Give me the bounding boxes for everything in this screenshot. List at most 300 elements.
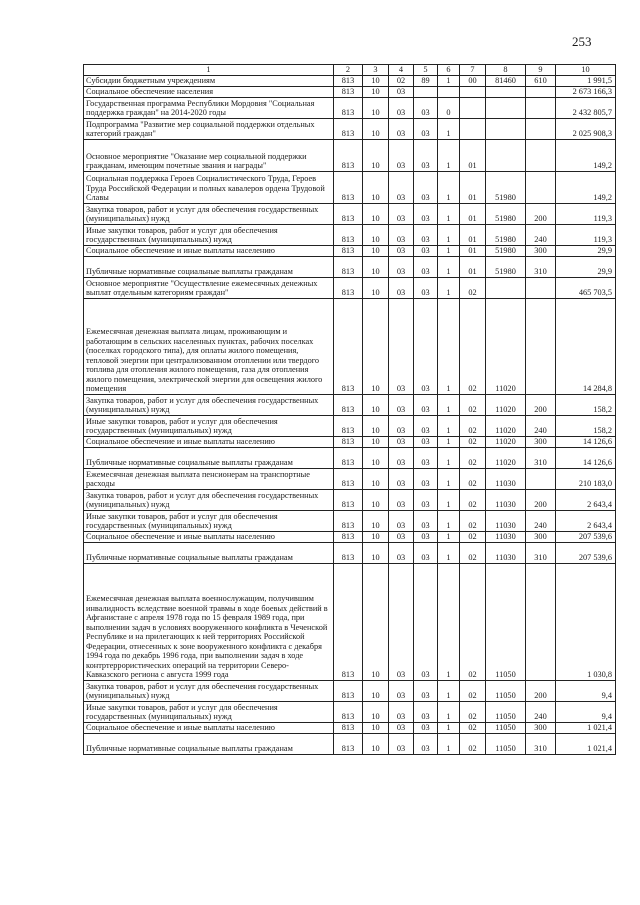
table-row [84, 543, 616, 564]
code-cell: 813 [334, 511, 363, 532]
code-cell: 03 [414, 204, 438, 225]
code-cell: 11030 [486, 543, 526, 564]
table-row [84, 119, 616, 140]
code-cell: 51980 [486, 225, 526, 246]
code-cell: 01 [460, 246, 486, 257]
table-row [84, 564, 616, 681]
code-cell: 1 [438, 511, 460, 532]
column-header: 7 [460, 65, 486, 76]
row-name-cell: Закупка товаров, работ и услуг для обеспечения государственных (муниципальных) нужд [84, 204, 334, 225]
code-cell: 10 [363, 278, 389, 299]
code-cell: 03 [389, 702, 414, 723]
code-cell: 00 [460, 76, 486, 87]
code-cell: 1 [438, 119, 460, 140]
table-row [84, 469, 616, 490]
column-header: 2 [334, 65, 363, 76]
code-cell: 813 [334, 278, 363, 299]
code-cell: 03 [389, 246, 414, 257]
code-cell: 10 [363, 225, 389, 246]
code-cell: 03 [414, 723, 438, 734]
code-cell: 813 [334, 702, 363, 723]
code-cell: 03 [414, 734, 438, 755]
code-cell [438, 87, 460, 98]
code-cell: 1 [438, 416, 460, 437]
code-cell: 01 [460, 140, 486, 172]
table-row [84, 76, 616, 87]
code-cell: 813 [334, 299, 363, 395]
code-cell: 01 [460, 257, 486, 278]
code-cell: 51980 [486, 257, 526, 278]
row-name-cell: Социальное обеспечение и иные выплаты населению [84, 723, 334, 734]
code-cell: 03 [389, 469, 414, 490]
amount-cell: 119,3 [556, 225, 616, 246]
code-cell: 10 [363, 119, 389, 140]
code-cell: 1 [438, 225, 460, 246]
code-cell: 813 [334, 76, 363, 87]
row-name-cell: Ежемесячная денежная выплата лицам, проживающим и работающим в сельских населенных пунктах, рабочих поселках (поселках городского типа), для оплаты жилого помещения, тепловой энергии при централизованном отоплении или твердого топлива для отопления жилого помещения, газа для отопления жилого помещения, электрической энергии для освещения жилого помещения [84, 299, 334, 395]
code-cell: 01 [460, 204, 486, 225]
table-header-row [84, 65, 616, 76]
amount-cell: 14 284,8 [556, 299, 616, 395]
code-cell: 01 [460, 172, 486, 204]
code-cell: 200 [526, 204, 556, 225]
amount-cell: 149,2 [556, 172, 616, 204]
code-cell: 813 [334, 172, 363, 204]
amount-cell: 1 021,4 [556, 723, 616, 734]
row-name-cell: Закупка товаров, работ и услуг для обеспечения государственных (муниципальных) нужд [84, 395, 334, 416]
code-cell: 300 [526, 437, 556, 448]
code-cell [526, 172, 556, 204]
code-cell: 10 [363, 490, 389, 511]
code-cell: 240 [526, 225, 556, 246]
amount-cell: 149,2 [556, 140, 616, 172]
row-name-cell: Иные закупки товаров, работ и услуг для обеспечения государственных (муниципальных) нужд [84, 225, 334, 246]
code-cell: 02 [460, 299, 486, 395]
code-cell: 813 [334, 448, 363, 469]
code-cell: 02 [460, 490, 486, 511]
code-cell: 1 [438, 723, 460, 734]
code-cell: 03 [414, 140, 438, 172]
table-row [84, 299, 616, 395]
code-cell: 11020 [486, 416, 526, 437]
code-cell: 02 [460, 723, 486, 734]
amount-cell: 207 539,6 [556, 532, 616, 543]
code-cell: 02 [460, 532, 486, 543]
amount-cell: 9,4 [556, 702, 616, 723]
code-cell [486, 278, 526, 299]
code-cell: 03 [414, 225, 438, 246]
code-cell [486, 98, 526, 119]
code-cell [486, 87, 526, 98]
code-cell: 10 [363, 76, 389, 87]
code-cell: 11020 [486, 395, 526, 416]
code-cell: 03 [389, 734, 414, 755]
code-cell: 10 [363, 681, 389, 702]
row-name-cell: Публичные нормативные социальные выплаты гражданам [84, 543, 334, 564]
code-cell: 02 [460, 416, 486, 437]
code-cell: 11030 [486, 469, 526, 490]
code-cell: 310 [526, 543, 556, 564]
amount-cell: 14 126,6 [556, 448, 616, 469]
amount-cell: 2 025 908,3 [556, 119, 616, 140]
code-cell [486, 140, 526, 172]
code-cell: 10 [363, 437, 389, 448]
code-cell: 03 [389, 172, 414, 204]
code-cell: 1 [438, 564, 460, 681]
code-cell: 11020 [486, 448, 526, 469]
code-cell [526, 119, 556, 140]
row-name-cell: Социальное обеспечение и иные выплаты населению [84, 437, 334, 448]
row-name-cell: Социальное обеспечение и иные выплаты населению [84, 532, 334, 543]
code-cell: 813 [334, 416, 363, 437]
code-cell: 11030 [486, 511, 526, 532]
code-cell: 813 [334, 532, 363, 543]
code-cell: 10 [363, 87, 389, 98]
code-cell: 11030 [486, 532, 526, 543]
row-name-cell: Закупка товаров, работ и услуг для обеспечения государственных (муниципальных) нужд [84, 490, 334, 511]
row-name-cell: Иные закупки товаров, работ и услуг для обеспечения государственных (муниципальных) нужд [84, 702, 334, 723]
code-cell: 200 [526, 395, 556, 416]
code-cell: 03 [414, 511, 438, 532]
code-cell: 03 [414, 416, 438, 437]
code-cell: 03 [389, 299, 414, 395]
table-row [84, 437, 616, 448]
code-cell [526, 98, 556, 119]
row-name-cell: Ежемесячная денежная выплата пенсионерам на транспортные расходы [84, 469, 334, 490]
code-cell: 1 [438, 532, 460, 543]
code-cell: 1 [438, 278, 460, 299]
code-cell: 10 [363, 723, 389, 734]
code-cell: 10 [363, 172, 389, 204]
code-cell: 03 [414, 246, 438, 257]
code-cell: 1 [438, 543, 460, 564]
column-header: 6 [438, 65, 460, 76]
code-cell: 03 [414, 469, 438, 490]
table-row [84, 87, 616, 98]
code-cell [460, 119, 486, 140]
code-cell: 02 [460, 395, 486, 416]
table-row [84, 416, 616, 437]
code-cell: 03 [414, 299, 438, 395]
code-cell: 03 [389, 437, 414, 448]
code-cell: 813 [334, 204, 363, 225]
code-cell [460, 87, 486, 98]
code-cell [486, 119, 526, 140]
code-cell: 10 [363, 702, 389, 723]
code-cell: 10 [363, 98, 389, 119]
amount-cell: 158,2 [556, 416, 616, 437]
code-cell: 10 [363, 469, 389, 490]
code-cell: 03 [414, 257, 438, 278]
code-cell: 1 [438, 490, 460, 511]
code-cell: 1 [438, 702, 460, 723]
amount-cell: 14 126,6 [556, 437, 616, 448]
table-row [84, 532, 616, 543]
row-name-cell: Основное мероприятие "Оказание мер социальной поддержки гражданам, имеющим почетные звания и награды" [84, 140, 334, 172]
code-cell: 200 [526, 490, 556, 511]
code-cell [526, 469, 556, 490]
table-row [84, 448, 616, 469]
code-cell: 813 [334, 469, 363, 490]
code-cell: 03 [414, 532, 438, 543]
amount-cell: 210 183,0 [556, 469, 616, 490]
code-cell: 03 [389, 681, 414, 702]
code-cell: 813 [334, 87, 363, 98]
code-cell: 03 [389, 257, 414, 278]
code-cell: 813 [334, 246, 363, 257]
code-cell: 1 [438, 257, 460, 278]
code-cell: 1 [438, 299, 460, 395]
code-cell: 300 [526, 723, 556, 734]
row-name-cell: Субсидии бюджетным учреждениям [84, 76, 334, 87]
column-header: 1 [84, 65, 334, 76]
code-cell: 02 [460, 469, 486, 490]
code-cell: 03 [414, 681, 438, 702]
code-cell [526, 278, 556, 299]
amount-cell: 9,4 [556, 681, 616, 702]
column-header: 10 [556, 65, 616, 76]
table-row [84, 681, 616, 702]
code-cell: 200 [526, 681, 556, 702]
table-row [84, 140, 616, 172]
code-cell: 03 [389, 511, 414, 532]
code-cell: 10 [363, 416, 389, 437]
code-cell: 813 [334, 119, 363, 140]
amount-cell: 29,9 [556, 246, 616, 257]
code-cell: 03 [414, 172, 438, 204]
row-name-cell: Социальная поддержка Героев Социалистического Труда, Героев Труда Российской Федерации и полных кавалеров ордена Трудовой Славы [84, 172, 334, 204]
amount-cell: 207 539,6 [556, 543, 616, 564]
code-cell: 02 [460, 437, 486, 448]
code-cell: 10 [363, 734, 389, 755]
code-cell: 240 [526, 511, 556, 532]
code-cell: 813 [334, 734, 363, 755]
code-cell: 03 [414, 119, 438, 140]
code-cell [414, 87, 438, 98]
code-cell: 03 [389, 119, 414, 140]
code-cell [526, 140, 556, 172]
code-cell: 10 [363, 299, 389, 395]
row-name-cell: Публичные нормативные социальные выплаты гражданам [84, 734, 334, 755]
code-cell: 10 [363, 246, 389, 257]
code-cell [526, 564, 556, 681]
code-cell: 813 [334, 395, 363, 416]
code-cell: 11020 [486, 299, 526, 395]
code-cell: 03 [414, 564, 438, 681]
row-name-cell: Подпрограмма "Развитие мер социальной поддержки отдельных категорий граждан" [84, 119, 334, 140]
code-cell: 03 [389, 564, 414, 681]
table-row [84, 225, 616, 246]
code-cell: 02 [460, 448, 486, 469]
amount-cell: 2 643,4 [556, 511, 616, 532]
code-cell: 10 [363, 204, 389, 225]
code-cell: 03 [389, 490, 414, 511]
code-cell: 02 [460, 511, 486, 532]
code-cell: 03 [414, 448, 438, 469]
amount-cell: 2 643,4 [556, 490, 616, 511]
page-number: 253 [572, 34, 592, 49]
column-header: 3 [363, 65, 389, 76]
code-cell: 1 [438, 395, 460, 416]
code-cell: 11050 [486, 564, 526, 681]
code-cell: 300 [526, 246, 556, 257]
code-cell: 02 [460, 702, 486, 723]
code-cell: 813 [334, 543, 363, 564]
code-cell: 03 [414, 543, 438, 564]
code-cell: 1 [438, 448, 460, 469]
code-cell [526, 87, 556, 98]
row-name-cell: Публичные нормативные социальные выплаты гражданам [84, 448, 334, 469]
code-cell: 03 [414, 98, 438, 119]
code-cell: 10 [363, 257, 389, 278]
code-cell: 03 [389, 204, 414, 225]
column-header: 4 [389, 65, 414, 76]
code-cell: 03 [389, 225, 414, 246]
code-cell: 310 [526, 257, 556, 278]
code-cell: 03 [389, 395, 414, 416]
row-name-cell: Закупка товаров, работ и услуг для обеспечения государственных (муниципальных) нужд [84, 681, 334, 702]
code-cell: 11020 [486, 437, 526, 448]
code-cell: 02 [460, 278, 486, 299]
code-cell: 51980 [486, 204, 526, 225]
code-cell: 310 [526, 448, 556, 469]
row-name-cell: Основное мероприятие "Осуществление ежемесячных денежных выплат отдельным категориям граждан" [84, 278, 334, 299]
row-name-cell: Социальное обеспечение и иные выплаты населению [84, 246, 334, 257]
code-cell: 1 [438, 140, 460, 172]
code-cell: 02 [460, 734, 486, 755]
budget-table [83, 64, 616, 755]
code-cell: 10 [363, 511, 389, 532]
table-body [84, 65, 616, 755]
code-cell: 813 [334, 723, 363, 734]
code-cell: 03 [414, 702, 438, 723]
code-cell [460, 98, 486, 119]
code-cell: 51980 [486, 172, 526, 204]
code-cell: 11030 [486, 490, 526, 511]
code-cell: 1 [438, 437, 460, 448]
amount-cell: 1 021,4 [556, 734, 616, 755]
code-cell: 1 [438, 204, 460, 225]
amount-cell: 158,2 [556, 395, 616, 416]
code-cell: 89 [414, 76, 438, 87]
row-name-cell: Ежемесячная денежная выплата военнослужащим, получившим инвалидность вследствие военной травмы в ходе боевых действий в Афганистане с апреля 1978 года по 15 февраля 1989 года, при выполнении задач в условиях вооруженного конфликта в Чеченской Республике и на прилегающих к ней территориях Российской Федерации, отнесенных к зоне вооруженного конфликта с декабря 1994 года по декабрь 1996 года, при выполнении задач в ходе контртеррористических операций на территории Северо-Кавказского региона с августа 1999 года [84, 564, 334, 681]
column-header: 9 [526, 65, 556, 76]
code-cell: 03 [389, 98, 414, 119]
code-cell: 0 [438, 98, 460, 119]
code-cell: 310 [526, 734, 556, 755]
table-row [84, 490, 616, 511]
table-row [84, 734, 616, 755]
table-row [84, 172, 616, 204]
code-cell: 03 [389, 140, 414, 172]
code-cell: 02 [460, 543, 486, 564]
amount-cell: 2 673 166,3 [556, 87, 616, 98]
row-name-cell: Социальное обеспечение населения [84, 87, 334, 98]
code-cell: 81460 [486, 76, 526, 87]
code-cell: 03 [414, 278, 438, 299]
code-cell: 813 [334, 140, 363, 172]
row-name-cell: Публичные нормативные социальные выплаты гражданам [84, 257, 334, 278]
table-row [84, 723, 616, 734]
code-cell: 03 [389, 543, 414, 564]
row-name-cell: Иные закупки товаров, работ и услуг для обеспечения государственных (муниципальных) нужд [84, 511, 334, 532]
amount-cell: 1 991,5 [556, 76, 616, 87]
table-row [84, 204, 616, 225]
code-cell: 03 [414, 490, 438, 511]
code-cell: 51980 [486, 246, 526, 257]
code-cell: 1 [438, 734, 460, 755]
code-cell: 02 [460, 564, 486, 681]
code-cell: 813 [334, 225, 363, 246]
amount-cell: 465 703,5 [556, 278, 616, 299]
code-cell: 03 [414, 437, 438, 448]
code-cell: 01 [460, 225, 486, 246]
code-cell: 02 [389, 76, 414, 87]
code-cell: 11050 [486, 681, 526, 702]
code-cell: 03 [389, 278, 414, 299]
code-cell: 11050 [486, 723, 526, 734]
table-row [84, 278, 616, 299]
code-cell: 813 [334, 257, 363, 278]
code-cell: 10 [363, 564, 389, 681]
code-cell: 10 [363, 140, 389, 172]
code-cell: 10 [363, 448, 389, 469]
code-cell: 1 [438, 681, 460, 702]
code-cell: 1 [438, 172, 460, 204]
code-cell: 10 [363, 532, 389, 543]
code-cell: 10 [363, 395, 389, 416]
code-cell: 02 [460, 681, 486, 702]
code-cell: 813 [334, 437, 363, 448]
code-cell: 03 [389, 448, 414, 469]
code-cell: 11050 [486, 702, 526, 723]
table-row [84, 511, 616, 532]
code-cell: 03 [389, 87, 414, 98]
table-row [84, 246, 616, 257]
code-cell: 1 [438, 469, 460, 490]
code-cell: 11050 [486, 734, 526, 755]
code-cell: 813 [334, 681, 363, 702]
code-cell: 240 [526, 416, 556, 437]
table-row [84, 702, 616, 723]
code-cell: 03 [389, 532, 414, 543]
code-cell: 03 [414, 395, 438, 416]
column-header: 8 [486, 65, 526, 76]
code-cell: 240 [526, 702, 556, 723]
code-cell: 03 [389, 723, 414, 734]
row-name-cell: Иные закупки товаров, работ и услуг для обеспечения государственных (муниципальных) нужд [84, 416, 334, 437]
code-cell: 300 [526, 532, 556, 543]
amount-cell: 119,3 [556, 204, 616, 225]
code-cell: 10 [363, 543, 389, 564]
table-row [84, 98, 616, 119]
amount-cell: 2 432 805,7 [556, 98, 616, 119]
code-cell: 1 [438, 76, 460, 87]
table-row [84, 257, 616, 278]
column-header: 5 [414, 65, 438, 76]
code-cell: 813 [334, 490, 363, 511]
code-cell [526, 299, 556, 395]
amount-cell: 1 030,8 [556, 564, 616, 681]
code-cell: 610 [526, 76, 556, 87]
code-cell: 03 [389, 416, 414, 437]
row-name-cell: Государственная программа Республики Мордовия "Социальная поддержка граждан" на 2014-2020 годы [84, 98, 334, 119]
code-cell: 813 [334, 98, 363, 119]
table-row [84, 395, 616, 416]
code-cell: 1 [438, 246, 460, 257]
code-cell: 813 [334, 564, 363, 681]
amount-cell: 29,9 [556, 257, 616, 278]
